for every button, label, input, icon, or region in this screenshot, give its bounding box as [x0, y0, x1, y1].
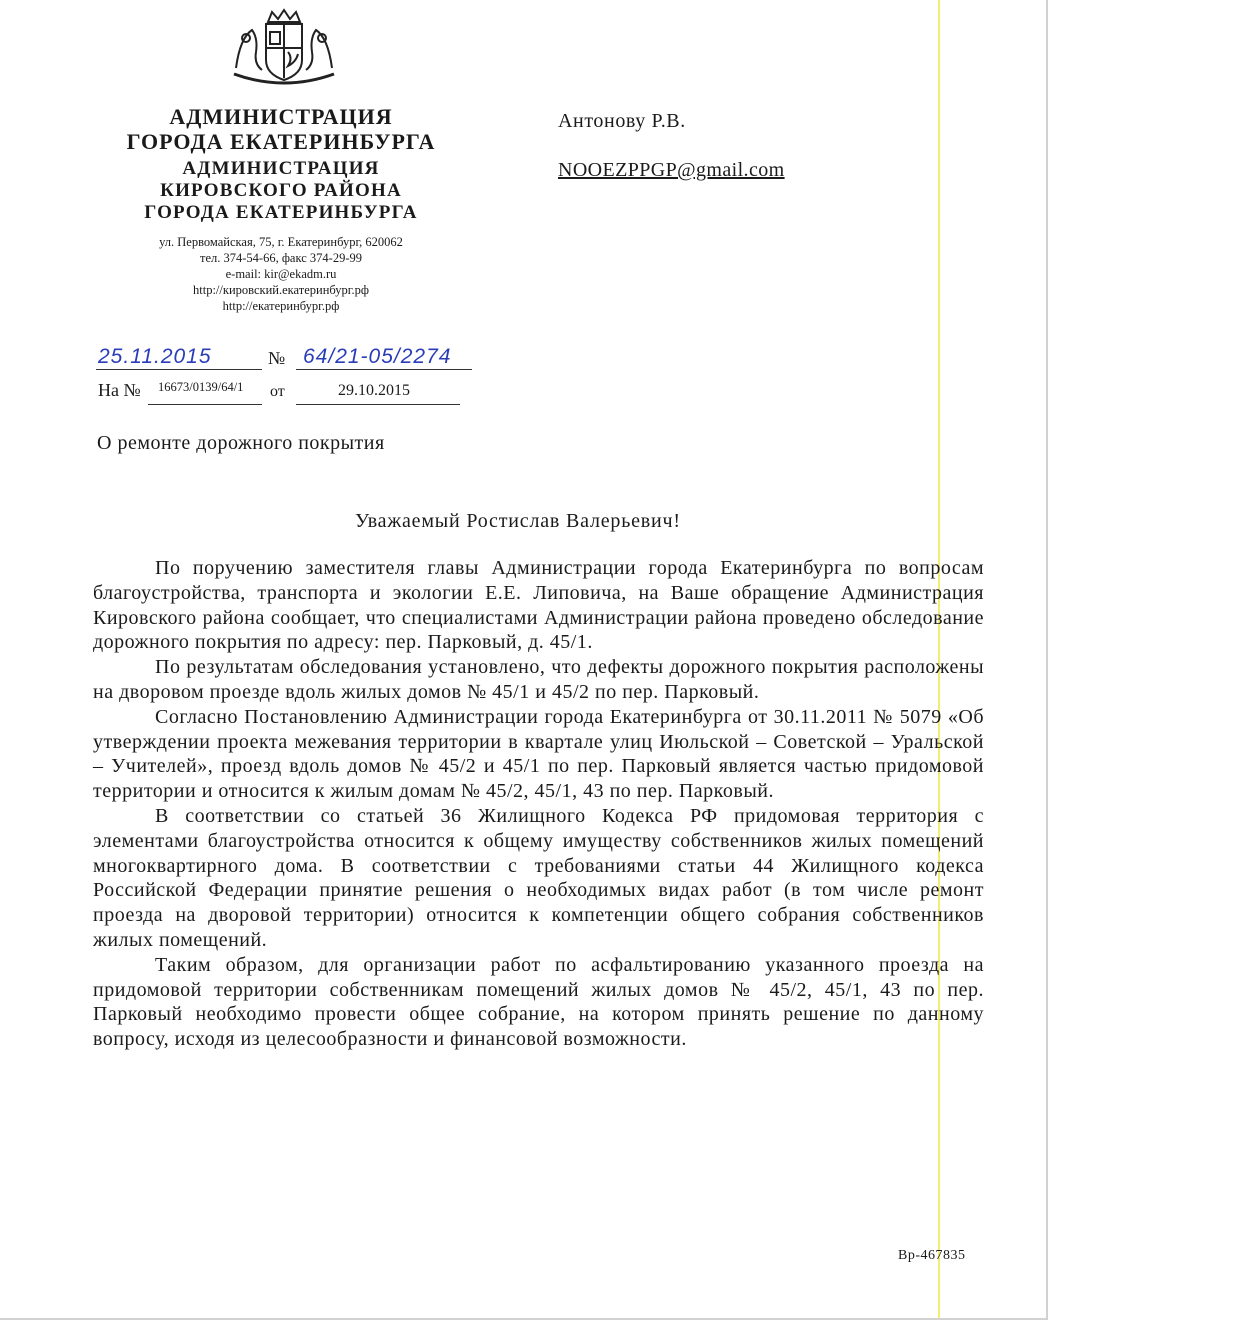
body-paragraph-4: В соответствии со статьей 36 Жилищного Кодекса РФ придомовая территория с элементами благоустройства относится к общему имуществу собственников жилых помещений многоквартирного дома. В соответствии с требованиями статьи 44 Жилищного кодекса Российской Федерации принятие решения о необходимых видах работ (в том числе ремонт проезда на дворовой территории) относится к компетенции общего собрания собственников жилых помещений. — [93, 804, 984, 951]
sender-site-2: http://екатеринбург.рф — [222, 299, 340, 313]
outgoing-number: 64/21-05/2274 — [303, 345, 452, 368]
reference-date-underline — [296, 404, 460, 405]
sender-site-1: http://кировский.екатеринбург.рф — [193, 283, 369, 297]
sender-block — [96, 104, 466, 314]
letter-greeting: Уважаемый Ростислав Валерьевич! — [355, 510, 681, 532]
number-label: № — [268, 348, 286, 368]
body-paragraph-5: Таким образом, для организации работ по асфальтированию указанного проезда на придомовой территории собственникам помещений жилых домов № 45/2, 45/1, 43 по пер. Парковый необходимо провести общее собрание, на котором принять решение по данному вопросу, исходя из целесообразности и финансовой возможности. — [93, 953, 984, 1051]
sender-sub-line1: АДМИНИСТРАЦИЯ — [182, 158, 380, 179]
reference-number-underline — [148, 404, 262, 405]
recipient-name: Антонову Р.В. — [558, 110, 686, 132]
sender-phone: тел. 374-54-66, факс 374-29-99 — [200, 251, 362, 265]
sender-org-line1: АДМИНИСТРАЦИЯ — [169, 104, 393, 129]
sender-contacts — [96, 234, 466, 314]
reference-number: 16673/0139/64/1 — [158, 380, 244, 394]
number-underline — [296, 369, 472, 370]
sender-sub-line3: ГОРОДА ЕКАТЕРИНБУРГА — [144, 202, 418, 223]
letter-body — [93, 556, 984, 1052]
reference-from-label: от — [270, 383, 285, 400]
date-underline — [96, 369, 262, 370]
sender-address: ул. Первомайская, 75, г. Екатеринбург, 620062 — [159, 235, 403, 249]
sender-org-line2: ГОРОДА ЕКАТЕРИНБУРГА — [126, 129, 436, 154]
recipient-email: NOOEZPPGP@gmail.com — [558, 159, 785, 181]
body-paragraph-1: По поручению заместителя главы Администрации города Екатеринбурга по вопросам благоустройства, транспорта и экологии Е.Е. Липовича, на Ваше обращение Администрация Кировского района сообщает, что специалистами Администрации района проведено обследование дорожного покрытия по адресу: пер. Парковый, д. 45/1. — [93, 557, 984, 654]
sender-sub-line2: КИРОВСКОГО РАЙОНА — [160, 180, 402, 201]
letter-subject: О ремонте дорожного покрытия — [97, 432, 385, 454]
body-paragraph-3: Согласно Постановлению Администрации города Екатеринбурга от 30.11.2011 № 5079 «Об утверждении проекта межевания территории в квартале улиц Июльской – Советской – Уральской – Учителей», проезд вдоль домов № 45/2 и 45/1 по пер. Парковый является частью придомовой территории и относится к жилым домам № 45/2, 45/1, 43 по пер. Парковый. — [93, 705, 984, 803]
reference-date: 29.10.2015 — [338, 382, 410, 399]
reference-label: На № — [98, 380, 141, 400]
body-paragraph-2: По результатам обследования установлено, что дефекты дорожного покрытия расположены на дворовом проезде вдоль жилых домов № 45/1 и 45/2 по пер. Парковый. — [93, 656, 984, 703]
outgoing-date: 25.11.2015 — [98, 345, 212, 368]
city-coat-of-arms-emblem — [232, 8, 336, 88]
recipient-block — [558, 110, 785, 182]
sender-email: e-mail: kir@ekadm.ru — [225, 267, 337, 281]
document-code: Вр-467835 — [898, 1248, 966, 1263]
